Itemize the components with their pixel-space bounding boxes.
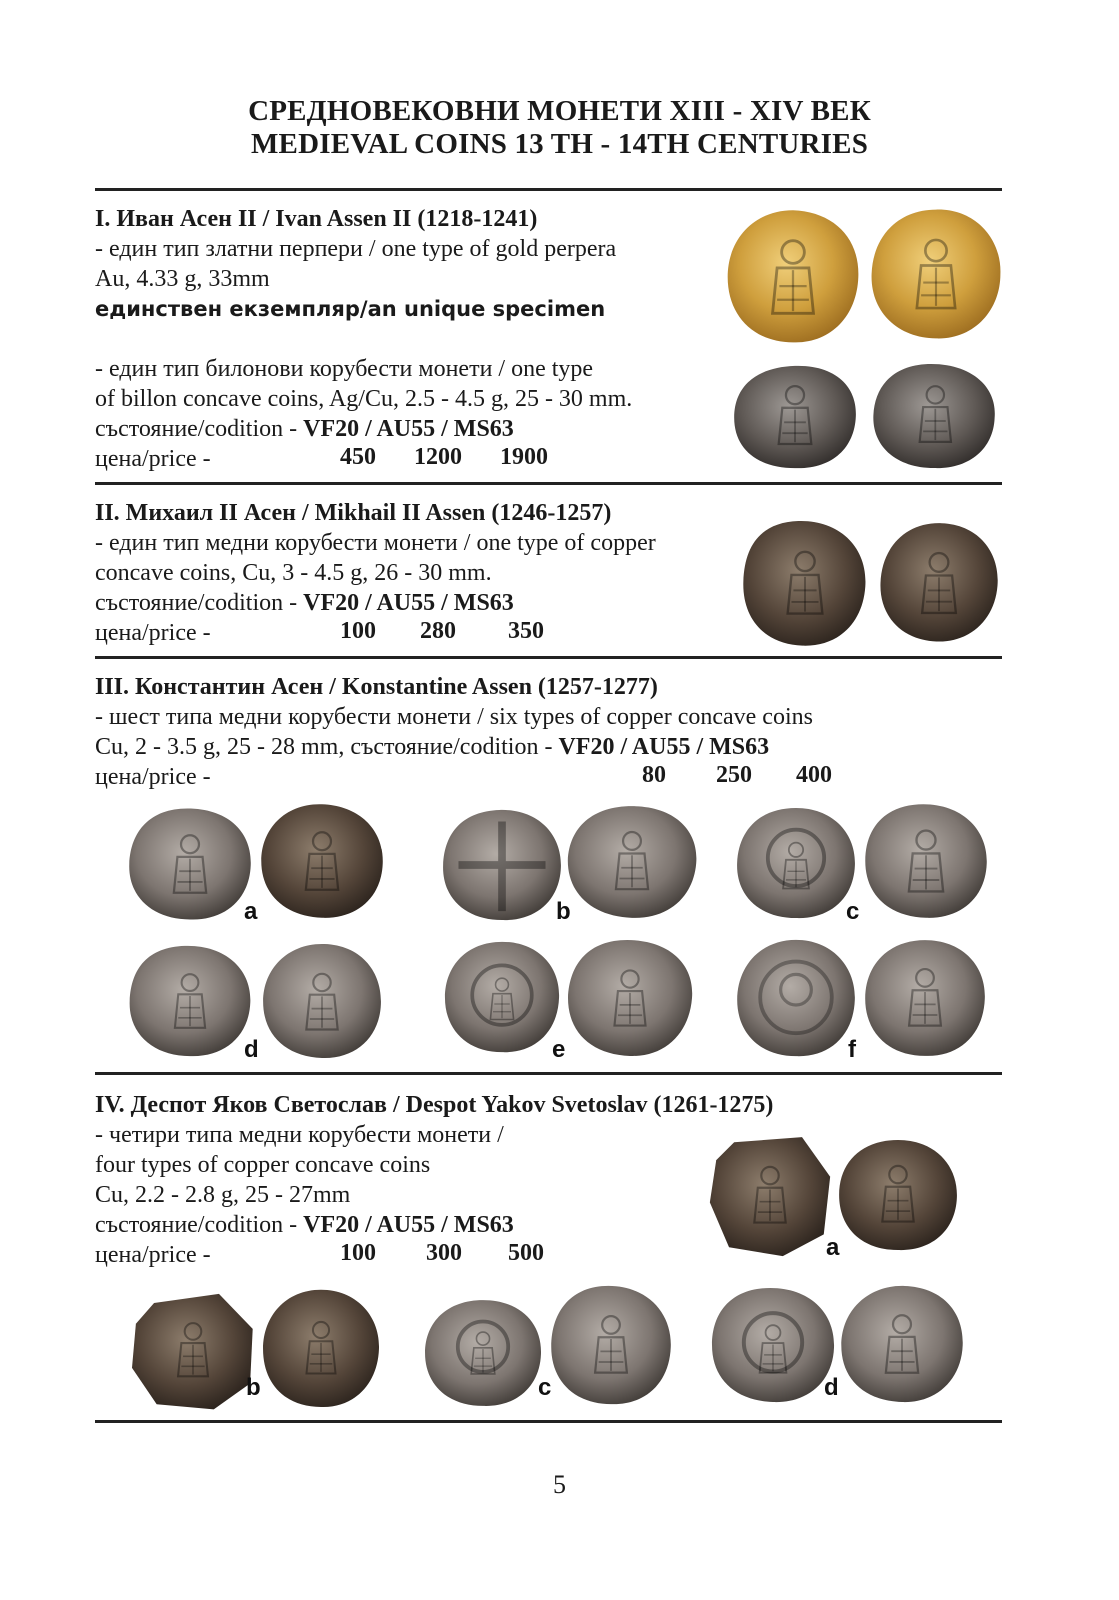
- section-2-condition: [95, 588, 514, 618]
- coin-label-c: c: [538, 1374, 552, 1401]
- section-2-price-label: цена/price -: [95, 620, 211, 646]
- section-1-condition: [95, 414, 514, 444]
- grades: VF20 / AU55 / MS63: [303, 1212, 514, 1238]
- section-4-line2: four types of copper concave coins: [95, 1152, 431, 1178]
- price-ms63: 1900: [500, 444, 548, 470]
- gold-coin-obverse: [722, 206, 864, 348]
- coin-3f-reverse: [860, 936, 990, 1060]
- page-number: 5: [553, 1470, 566, 1499]
- price-vf20: 100: [340, 618, 376, 644]
- coin-4a-obverse: [706, 1132, 834, 1260]
- price-ms63: 350: [508, 618, 544, 644]
- coin-label-b: b: [556, 898, 571, 925]
- price-au55: 300: [426, 1240, 462, 1266]
- price-ms63: 500: [508, 1240, 544, 1266]
- divider: [95, 1420, 1002, 1423]
- divider: [95, 1072, 1002, 1075]
- section-3-line2: [95, 732, 769, 762]
- coin-label-d: d: [824, 1374, 839, 1401]
- coin-label-d: d: [244, 1036, 259, 1063]
- coin-3d-obverse: [124, 942, 256, 1060]
- divider: [95, 656, 1002, 659]
- price-au55: 250: [716, 762, 752, 788]
- coin-3c-obverse: [732, 804, 860, 922]
- section-4-line1: - четири типа медни корубести монети /: [95, 1122, 504, 1148]
- grades: VF20 / AU55 / MS63: [303, 590, 514, 616]
- section-1-heading: I. Иван Асен II / Ivan Assen II (1218-1241): [95, 206, 538, 232]
- coin-3f-obverse: [732, 936, 860, 1060]
- coin-4c-obverse: [420, 1296, 546, 1410]
- section-4-heading: IV. Деспот Яков Светослав / Despot Yakov Svetoslav (1261-1275): [95, 1092, 774, 1118]
- price-vf20: 450: [340, 444, 376, 470]
- copper-coin-reverse: [874, 518, 1004, 648]
- section-3-heading: III. Константин Асен / Konstantine Assen (1257-1277): [95, 674, 658, 700]
- section-4-condition: [95, 1210, 514, 1240]
- coin-4a-reverse: [834, 1136, 962, 1254]
- section-1-line1: - един тип златни перпери / one type of gold perpera: [95, 236, 617, 262]
- grades: VF20 / AU55 / MS63: [303, 416, 514, 442]
- condition-label: състояние/codition -: [95, 590, 304, 616]
- copper-coin-obverse: [738, 514, 872, 654]
- composition-and-condition-label: Cu, 2 - 3.5 g, 25 - 28 mm, състояние/codition -: [95, 734, 559, 760]
- coin-4c-reverse: [546, 1282, 676, 1408]
- coin-label-b: b: [246, 1374, 261, 1401]
- coin-3d-reverse: [258, 940, 386, 1062]
- section-3-line1: - шест типа медни корубести монети / six types of copper concave coins: [95, 704, 813, 730]
- divider: [95, 188, 1002, 191]
- coin-3b-reverse: [562, 802, 702, 922]
- price-vf20: 100: [340, 1240, 376, 1266]
- page-title-en: MEDIEVAL COINS 13 TH - 14TH CENTURIES: [250, 128, 869, 160]
- section-1-line5: of billon concave coins, Ag/Cu, 2.5 - 4.5 g, 25 - 30 mm.: [95, 386, 633, 412]
- coin-label-a: a: [244, 898, 258, 925]
- billon-coin-obverse: [730, 362, 860, 472]
- coin-3b-obverse: [438, 806, 566, 924]
- coin-label-f: f: [848, 1036, 856, 1063]
- price-ms63: 400: [796, 762, 832, 788]
- coin-label-c: c: [846, 898, 860, 925]
- condition-label: състояние/codition -: [95, 1212, 304, 1238]
- coin-4b-obverse: [128, 1290, 258, 1412]
- coin-label-e: e: [552, 1036, 566, 1063]
- coin-4d-reverse: [836, 1282, 968, 1406]
- section-2-heading: II. Михаил II Асен / Mikhail II Assen (1246-1257): [95, 500, 612, 526]
- coin-3a-reverse: [256, 800, 388, 922]
- price-au55: 1200: [414, 444, 462, 470]
- coin-3c-reverse: [860, 800, 992, 922]
- coin-4d-obverse: [706, 1284, 840, 1406]
- divider: [95, 482, 1002, 485]
- section-1-line4: - един тип билонови корубести монети / one type: [95, 356, 594, 382]
- coin-3a-obverse: [124, 804, 256, 924]
- section-1-unique-note: единствен екземпляр/an unique specimen: [95, 297, 606, 321]
- section-4-price-label: цена/price -: [95, 1242, 211, 1268]
- section-2-line2: concave coins, Cu, 3 - 4.5 g, 26 - 30 mm.: [95, 560, 492, 586]
- section-1-line2: Au, 4.33 g, 33mm: [95, 266, 270, 292]
- section-2-line1: - един тип медни корубести монети / one type of copper: [95, 530, 656, 556]
- section-4-line3: Cu, 2.2 - 2.8 g, 25 - 27mm: [95, 1182, 351, 1208]
- coin-3e-reverse: [562, 936, 698, 1060]
- coin-label-a: a: [826, 1234, 840, 1261]
- coin-4b-reverse: [258, 1286, 384, 1412]
- grades: VF20 / AU55 / MS63: [558, 734, 770, 760]
- price-vf20: 80: [642, 762, 666, 788]
- page-title-bg: СРЕДНОВЕКОВНИ МОНЕТИ XIII - XIV ВЕК: [248, 95, 871, 127]
- billon-coin-reverse: [866, 360, 1002, 472]
- section-3-price-label: цена/price -: [95, 764, 211, 790]
- coin-3e-obverse: [440, 938, 564, 1056]
- condition-label: състояние/codition -: [95, 416, 304, 442]
- section-1-price-label: цена/price -: [95, 446, 211, 472]
- gold-coin-reverse: [866, 204, 1006, 344]
- price-au55: 280: [420, 618, 456, 644]
